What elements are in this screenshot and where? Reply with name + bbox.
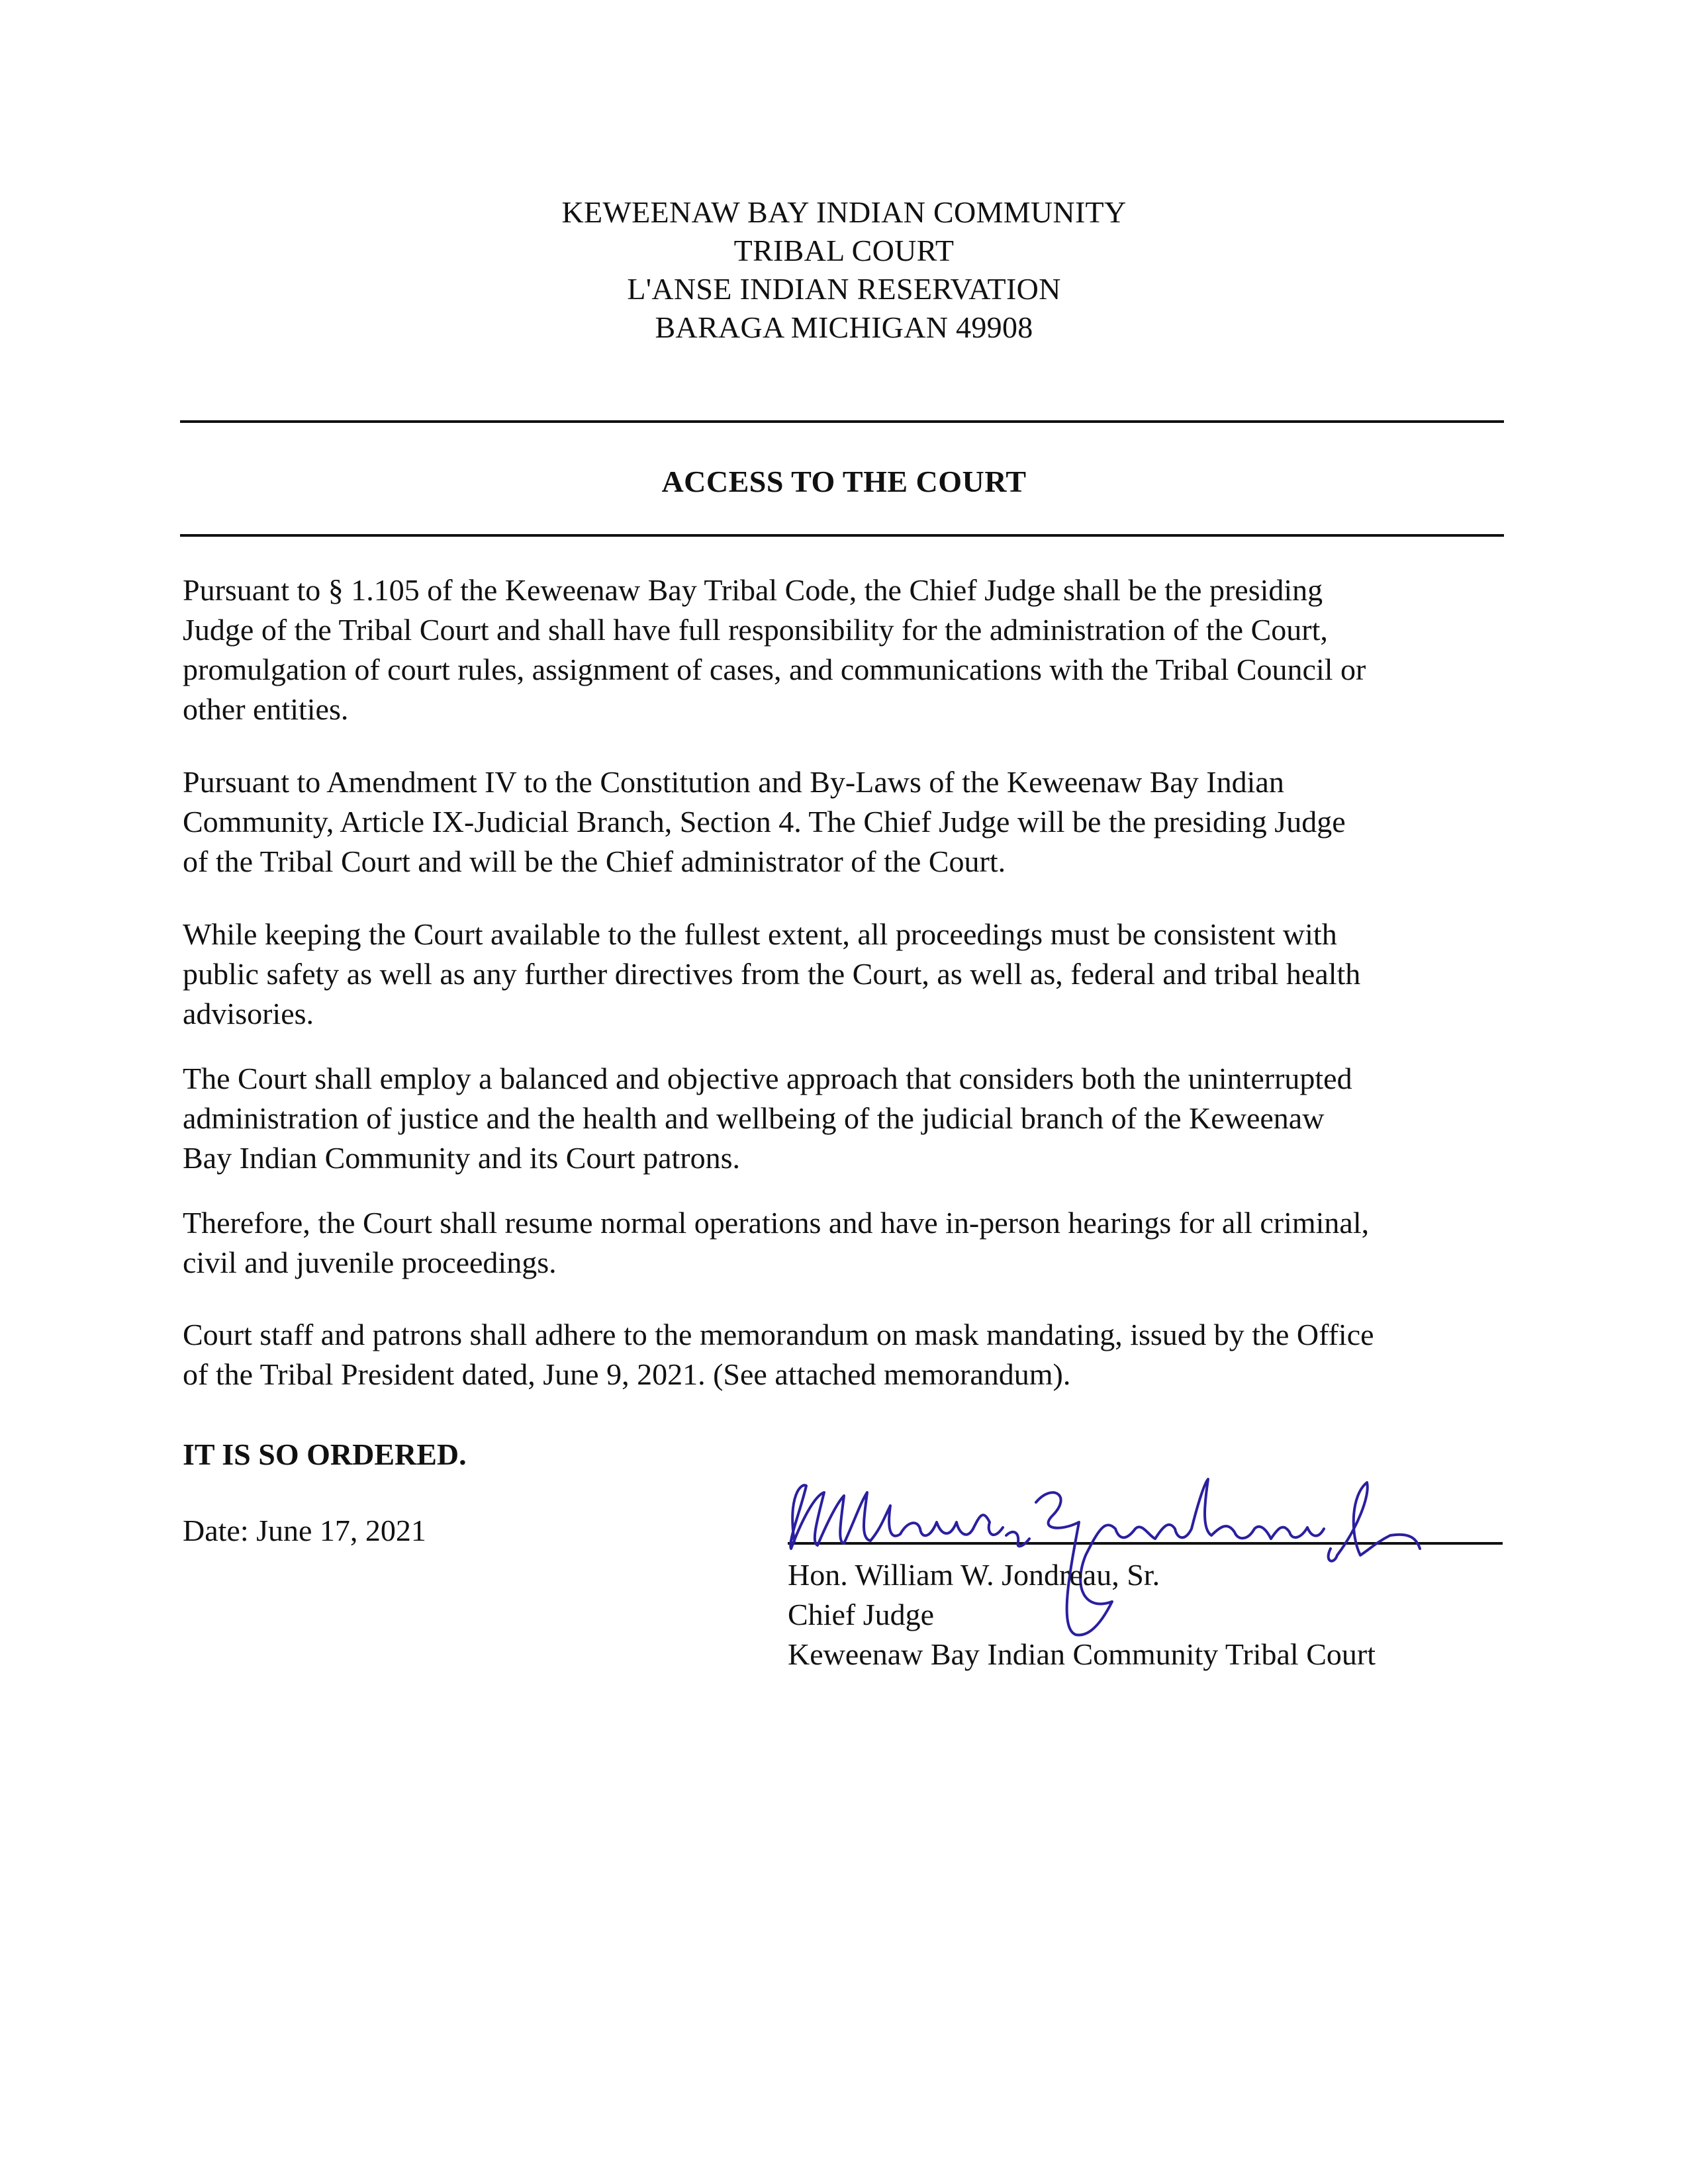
signature-stroke-sr — [1329, 1482, 1420, 1561]
order-date: Date: June 17, 2021 — [183, 1514, 426, 1547]
paragraph-resume-operations — [183, 1203, 1513, 1283]
paragraph-line: public safety as well as any further directives from the Court, as well as, federal and tribal health — [183, 957, 1361, 991]
signer-title: Chief Judge — [788, 1598, 935, 1631]
paragraph-line: of the Tribal Court and will be the Chief administrator of the Court. — [183, 844, 1006, 878]
paragraph-line: Court staff and patrons shall adhere to the memorandum on mask mandating, issued by the Office — [183, 1318, 1374, 1351]
paragraph-line: Therefore, the Court shall resume normal operations and have in-person hearings for all criminal, — [183, 1206, 1370, 1240]
paragraph-line: other entities. — [183, 692, 349, 726]
paragraph-line: civil and juvenile proceedings. — [183, 1246, 557, 1279]
paragraph-line: advisories. — [183, 997, 314, 1030]
signer-name: Hon. William W. Jondreau, Sr. — [788, 1558, 1160, 1592]
letterhead — [0, 193, 1688, 347]
title-rule-bottom — [180, 534, 1504, 537]
letterhead-reservation: L'ANSE INDIAN RESERVATION — [627, 272, 1061, 306]
signature-stroke-william — [790, 1485, 1003, 1549]
paragraph-line: Community, Article IX-Judicial Branch, Section 4. The Chief Judge will be the presiding Judge — [183, 805, 1346, 839]
paragraph-balanced-approach — [183, 1059, 1513, 1178]
paragraph-line: promulgation of court rules, assignment of cases, and communications with the Tribal Council or — [183, 653, 1366, 686]
paragraph-line: of the Tribal President dated, June 9, 2021. (See attached memorandum). — [183, 1357, 1071, 1391]
paragraph-public-safety — [183, 915, 1513, 1034]
letterhead-court: TRIBAL COURT — [733, 234, 955, 267]
paragraph-tribal-code — [183, 570, 1513, 729]
signature-stroke-initial — [1006, 1532, 1029, 1547]
so-ordered-statement: IT IS SO ORDERED. — [183, 1437, 467, 1471]
paragraph-mask-mandate — [183, 1315, 1513, 1394]
signer-block — [788, 1555, 1376, 1674]
document-title: ACCESS TO THE COURT — [661, 465, 1027, 498]
paragraph-line: The Court shall employ a balanced and objective approach that considers both the uninterrupted — [183, 1062, 1352, 1095]
paragraph-line: administration of justice and the health and wellbeing of the judicial branch of the Keweenaw — [183, 1101, 1325, 1135]
paragraph-line: While keeping the Court available to the fullest extent, all proceedings must be consistent with — [183, 917, 1337, 951]
paragraph-line: Bay Indian Community and its Court patrons. — [183, 1141, 740, 1175]
letterhead-address: BARAGA MICHIGAN 49908 — [655, 310, 1033, 344]
title-rule-top — [180, 420, 1504, 423]
signer-organization: Keweenaw Bay Indian Community Tribal Court — [788, 1637, 1376, 1671]
paragraph-line: Judge of the Tribal Court and shall have full responsibility for the administration of the Court, — [183, 613, 1328, 647]
letterhead-community: KEWEENAW BAY INDIAN COMMUNITY — [561, 195, 1127, 229]
paragraph-constitution — [183, 762, 1513, 882]
paragraph-line: Pursuant to § 1.105 of the Keweenaw Bay Tribal Code, the Chief Judge shall be the presiding — [183, 573, 1323, 607]
paragraph-line: Pursuant to Amendment IV to the Constitution and By-Laws of the Keweenaw Bay Indian — [183, 765, 1284, 799]
